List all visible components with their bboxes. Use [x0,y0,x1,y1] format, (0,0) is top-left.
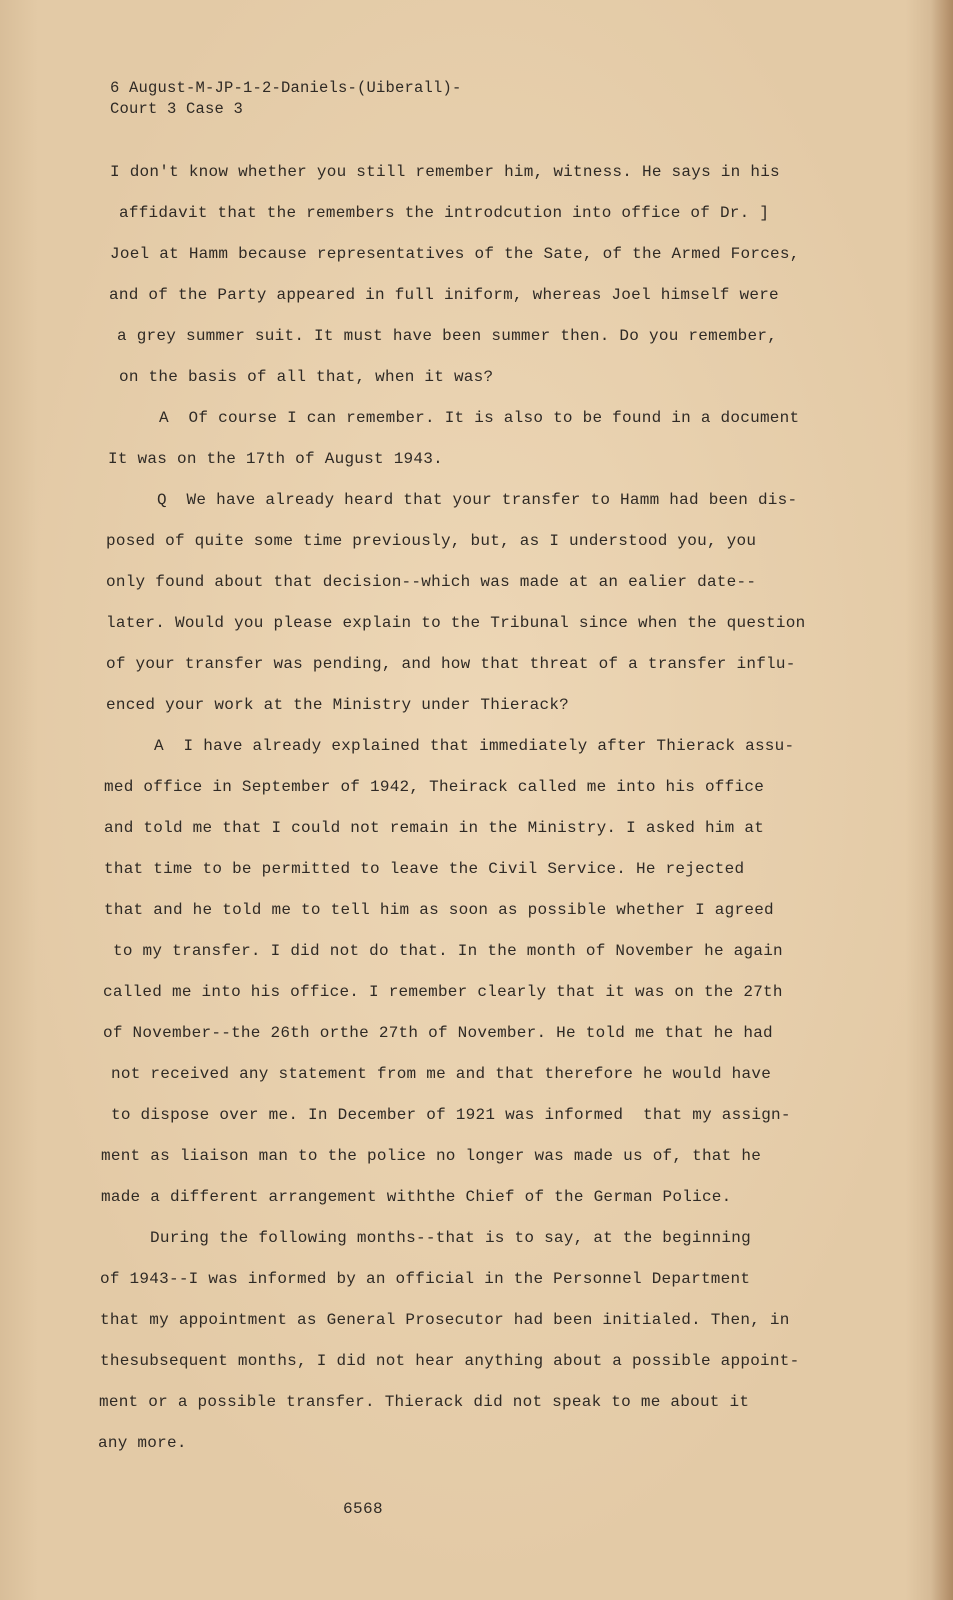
body-line-30: thesubsequent months, I did not hear anything about a possible appoint- [100,1352,800,1370]
body-line-24: to dispose over me. In December of 1921 was informed that my assign- [111,1106,791,1124]
body-line-27: During the following months--that is to say, at the beginning [150,1229,751,1247]
body-line-11: only found about that decision--which was made at an ealier date-- [106,573,757,591]
body-line-13: of your transfer was pending, and how that threat of a transfer influ- [106,655,796,673]
body-line-7: A Of course I can remember. It is also to be found in a document [159,409,800,427]
body-line-29: that my appointment as General Prosecutor had been initialed. Then, in [100,1311,790,1329]
document-header [110,78,462,120]
body-line-28: of 1943--I was informed by an official in the Personnel Department [100,1270,751,1288]
body-line-15: A I have already explained that immediately after Thierack assu- [154,737,795,755]
body-line-18: that time to be permitted to leave the Civil Service. He rejected [104,860,745,878]
body-line-4: and of the Party appeared in full iniform, whereas Joel himself were [109,286,779,304]
body-line-10: posed of quite some time previously, but, as I understood you, you [106,532,757,550]
body-line-14: enced your work at the Ministry under Thierack? [106,696,570,714]
header-court-case: Court 3 Case 3 [110,100,244,118]
body-line-2: affidavit that the remembers the introdcution into office of Dr. ] [119,204,770,222]
body-line-31: ment or a possible transfer. Thierack did not speak to me about it [99,1393,750,1411]
body-line-22: of November--the 26th orthe 27th of November. He told me that he had [103,1024,773,1042]
header-case-reference: 6 August-M-JP-1-2-Daniels-(Uiberall)- [110,79,462,97]
body-line-32: any more. [98,1434,187,1452]
body-line-19: that and he told me to tell him as soon as possible whether I agreed [104,901,774,919]
body-line-23: not received any statement from me and that therefore he would have [111,1065,772,1083]
body-line-26: made a different arrangement withthe Chief of the German Police. [101,1188,732,1206]
page-number: 6568 [343,1500,384,1518]
body-line-5: a grey summer suit. It must have been summer then. Do you remember, [117,327,778,345]
body-line-21: called me into his office. I remember clearly that it was on the 27th [103,983,783,1001]
body-line-8: It was on the 17th of August 1943. [108,450,443,468]
body-line-25: ment as liaison man to the police no longer was made us of, that he [101,1147,762,1165]
body-line-9: Q We have already heard that your transfer to Hamm had been dis- [157,491,798,509]
body-line-17: and told me that I could not remain in the Ministry. I asked him at [104,819,765,837]
body-line-16: med office in September of 1942, Theirack called me into his office [104,778,765,796]
page-edge-shadow [931,0,953,1600]
body-line-20: to my transfer. I did not do that. In the month of November he again [113,942,783,960]
body-line-6: on the basis of all that, when it was? [119,368,494,386]
body-line-1: I don't know whether you still remember him, witness. He says in his [110,163,780,181]
body-line-12: later. Would you please explain to the Tribunal since when the question [106,614,806,632]
body-line-3: Joel at Hamm because representatives of the Sate, of the Armed Forces, [110,245,800,263]
